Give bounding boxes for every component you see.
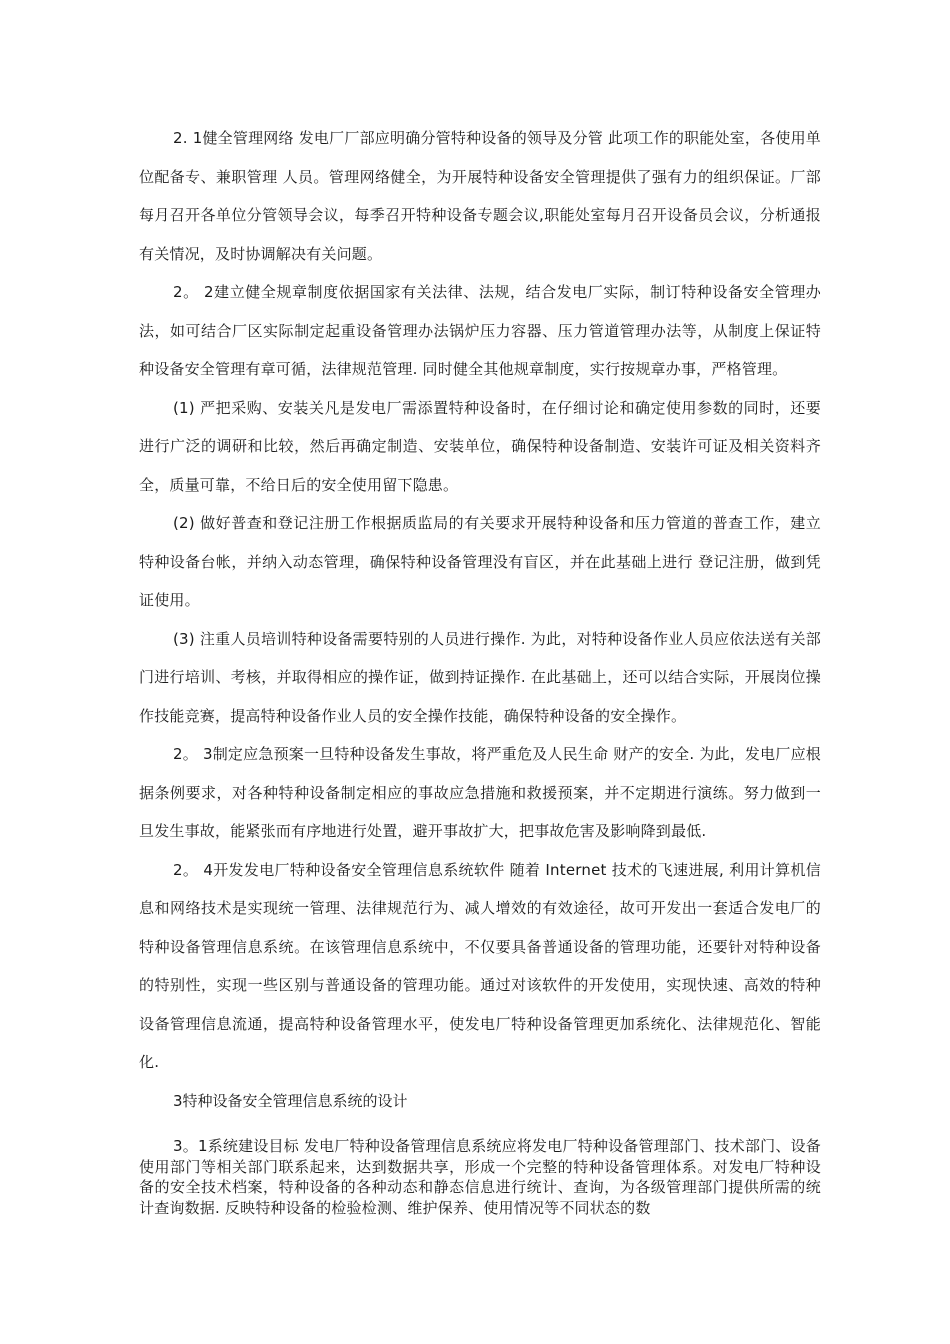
paragraph-3-1-system-goal: 3。1系统建设目标 发电厂特种设备管理信息系统应将发电厂特种设备管理部门、技术部门、设备使用部门等相关部门联系起来，达到数据共享，形成一个完整的特种设备管理体系。对发电厂特种设备的安全技术档案，特种设备的各种动态和静态信息进行统计、查询，为各级管理部门提供所需的统计查询数据. 反映特种设备的检验检测、维护保养、使用情况等不同状态的数 <box>139 1137 821 1217</box>
paragraph-item-2-registration: (2) 做好普查和登记注册工作根据质监局的有关要求开展特种设备和压力管道的普查工作，建立特种设备台帐，并纳入动态管理，确保特种设备管理没有盲区，并在此基础上进行 登记注册，做到凭证使用。 <box>139 514 821 609</box>
section-heading-3: 3特种设备安全管理信息系统的设计 <box>173 1091 408 1110</box>
paragraph-2-1-management-network: 2. 1健全管理网络 发电厂厂部应明确分管特种设备的领导及分管 此项工作的职能处室，各使用单位配备专、兼职管理 人员。管理网络健全，为开展特种设备安全管理提供了强有力的组织保证。厂部每月召开各单位分管领导会议，每季召开特种设备专题会议,职能处室每月召开设备员会议，分析通报有关情况，及时协调解决有关问题。 <box>139 129 821 263</box>
paragraph-2-4-information-system: 2。 4开发发电厂特种设备安全管理信息系统软件 随着 Internet 技术的飞速进展, 利用计算机信息和网络技术是实现统一管理、法律规范行为、减人增效的有效途径，故可开发出一套适合发电厂的特种设备管理信息系统。在该管理信息系统中，不仅要具备普通设备的管理功能，还要针对特种设备的特别性，实现一些区别与普通设备的管理功能。通过对该软件的开发使用，实现快速、高效的特种设备管理信息流通，提高特种设备管理水平，使发电厂特种设备管理更加系统化、法律规范化、智能化. <box>139 860 821 1071</box>
paragraph-item-1-procurement: (1) 严把采购、安装关凡是发电厂需添置特种设备时，在仔细讨论和确定使用参数的同时，还要进行广泛的调研和比较，然后再确定制造、安装单位，确保特种设备制造、安装许可证及相关资料齐全，质量可靠，不给日后的安全使用留下隐患。 <box>139 398 821 494</box>
paragraph-2-2-rules-and-regulations: 2。 2建立健全规章制度依据国家有关法律、法规，结合发电厂实际，制订特种设备安全管理办法，如可结合厂区实际制定起重设备管理办法锅炉压力容器、压力管道管理办法等，从制度上保证特种设备安全管理有章可循，法律规范管理. 同时健全其他规章制度，实行按规章办事，严格管理。 <box>139 283 821 378</box>
document-page <box>139 119 821 1218</box>
paragraph-2-3-emergency-plan: 2。 3制定应急预案一旦特种设备发生事故，将严重危及人民生命 财产的安全. 为此，发电厂应根据条例要求，对各种特种设备制定相应的事故应急措施和救援预案，并不定期进行演练。努力做到一旦发生事故，能紧张而有序地进行处置，避开事故扩大，把事故危害及影响降到最低. <box>139 745 821 840</box>
paragraph-item-3-training: (3) 注重人员培训特种设备需要特别的人员进行操作. 为此，对特种设备作业人员应依法送有关部门进行培训、考核，并取得相应的操作证，做到持证操作. 在此基础上，还可以结合实际，开展岗位操作技能竞赛，提高特种设备作业人员的安全操作技能，确保特种设备的安全操作。 <box>139 629 821 725</box>
